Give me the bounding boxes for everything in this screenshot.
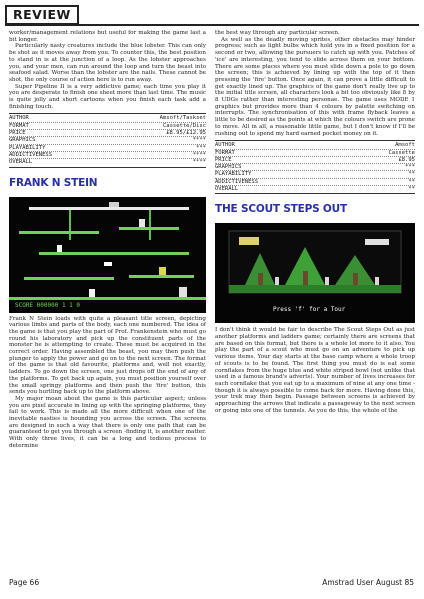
left-column bbox=[9, 30, 206, 450]
spec-row: PLAYABILITY *** bbox=[9, 144, 206, 151]
spec-row: PRICE £8.95/£12.95 bbox=[9, 130, 206, 137]
spec-row: ADDICTIVENESS ** bbox=[215, 178, 415, 185]
body-paragraph: the best way through any particular screen. bbox=[215, 30, 340, 36]
page-number: Page 66 bbox=[9, 578, 40, 587]
spec-row: OVERALL ** bbox=[215, 186, 415, 193]
spec-row: FORMAT Cassette bbox=[215, 149, 415, 156]
spec-row: AUTHOR Amsoft/Taskset bbox=[9, 115, 206, 122]
game-scene-frank-n-stein bbox=[9, 197, 206, 313]
header-rule bbox=[5, 24, 419, 26]
spec-row: GRAPHICS **** bbox=[9, 137, 206, 144]
spec-row: GRAPHICS *** bbox=[215, 164, 415, 171]
frank-n-stein-screenshot bbox=[9, 197, 206, 313]
spec-row: ADDICTIVENESS **** bbox=[9, 151, 206, 158]
magazine-issue: Amstrad User August 85 bbox=[322, 578, 414, 587]
review-title-scout-steps-out: THE SCOUT STEPS OUT bbox=[215, 203, 347, 216]
spec-row: OVERALL **** bbox=[9, 159, 206, 166]
scout-steps-out-screenshot bbox=[215, 223, 415, 323]
body-paragraph: Super Pipeline II is a very addictive game; each time you play it you are desperate to finish one sheet more than last time. The music is quite jolly and short cartoons when you finish each task add a finishing touch. bbox=[9, 83, 206, 110]
body-paragraph: Frank N Stein loads with quite a pleasant title screen, depicting various limbs and parts of the body, each one numbered. The idea of the game is that you play the part of Prof. Frankenstein who must go round his laboratory and pick up the constituent parts of the monster he is attempting to create. These must be acquired in the correct order. Having assembled the beast, you may then push the plunger to apply the power and go on to the next screen. The format of the game is that old favourite, platforms and, well not exactly, ladders. To go down the screen, one just drops off the end of any of the platforms. To get back up again, you must position yourself over the small springy platforms and then push the 'fire' button, this sends you hurtling back up to the platform above. bbox=[9, 315, 206, 396]
spec-row: PRICE £8.95 bbox=[215, 156, 415, 163]
body-paragraph: Particularly nasty creatures include the blue lobster. This can only be shot as it moves away from you. To counter this, the best position to stand in is at the junction of a loop. As the lobster approaches you, and your men, can run around the loop and turn the beast into seafood salad. Worse than the lobster are the nails. These cannot be shot, the only course of action here is to run away. bbox=[9, 43, 206, 83]
body-paragraph: worker/management relations but useful for making the game last a bit longer. bbox=[9, 30, 206, 43]
review-title-frank-n-stein: FRANK N STEIN bbox=[9, 176, 98, 189]
right-column bbox=[215, 30, 415, 414]
spec-row: AUTHOR Amsoft bbox=[215, 142, 415, 149]
rating-box-frank-n-stein bbox=[215, 140, 415, 194]
body-paragraph: As well as the deadly moving sprites, other obstacles may hinder progress; such as light bulbs which hold you in a fixed position for a second or two, allowing the pursuers to catch up with you. Patches of 'ice' are interesting, you tend to slide across them on your bottom. There are some places where you must slide down a pole to go down the screen; this is achieved by lining up with the top of it then pressing the 'fire' button. Once again, it can prove a little difficult to get exactly lined up. The graphics of the game don't really live up to the initial title screen, all characters look a bit too obviously like 8 by 8 UDGs rather than interesting personae. The game uses MODE 1 graphics but provides more than 4 colours by palette switching on interrupts. The synchronisation of this with frame flyback leaves a little to be desired as the points at which the colours switch are prone to move. All in all, a reasonable little game, but I don't know if I'll be rushing out to spend my hard earned pocket money on it. bbox=[215, 36, 415, 137]
rating-box-super-pipeline bbox=[9, 113, 206, 167]
body-paragraph: I don't think it would be fair to describe The Scout Steps Out as just another platforms and ladders game; certainly there are screens that are based on this format, but there is a whole lot more to it also. You play the part of a scout who must go on an adventure to pick up various items. Your day starts at the base camp where a whole troop of scouts is to be found. The first thing you must do is eat some cornflakes from the huge blue and white striped bowl (not unlike that used in a famous brand's adverts). Your number of lives increases for each cornflake that you eat up to a maximum of nine at any one time - though it is always possible to come back for more. Having done this, your trek may then begin. Passage between screens is achieved by approaching the arrows that indicate a passageway to the next screen or going into one of the tunnels. As you do this, the whole of the bbox=[215, 327, 415, 414]
body-paragraph: My major moan about the game is this particular aspect; unless you are pixel accurate in lining up with the springing platforms, they fail to work. This is made all the more difficult when one of the inevitable nasties is hounding you across the screen. The screens are designed in such a way that there is only one path that can be guaranteed to get you through a screen -finding it, is another matter. With only three lives, it can be a long and tedious process to determine bbox=[9, 395, 206, 449]
screen-caption: Press 'f' for a Tour bbox=[273, 306, 346, 314]
score-readout: SCORE 000000 1 1 0 bbox=[15, 301, 81, 309]
spec-row: PLAYABILITY ** bbox=[215, 171, 415, 178]
spec-row: FORMAT Cassette/Disc bbox=[9, 122, 206, 129]
section-tab: REVIEW bbox=[5, 5, 79, 25]
